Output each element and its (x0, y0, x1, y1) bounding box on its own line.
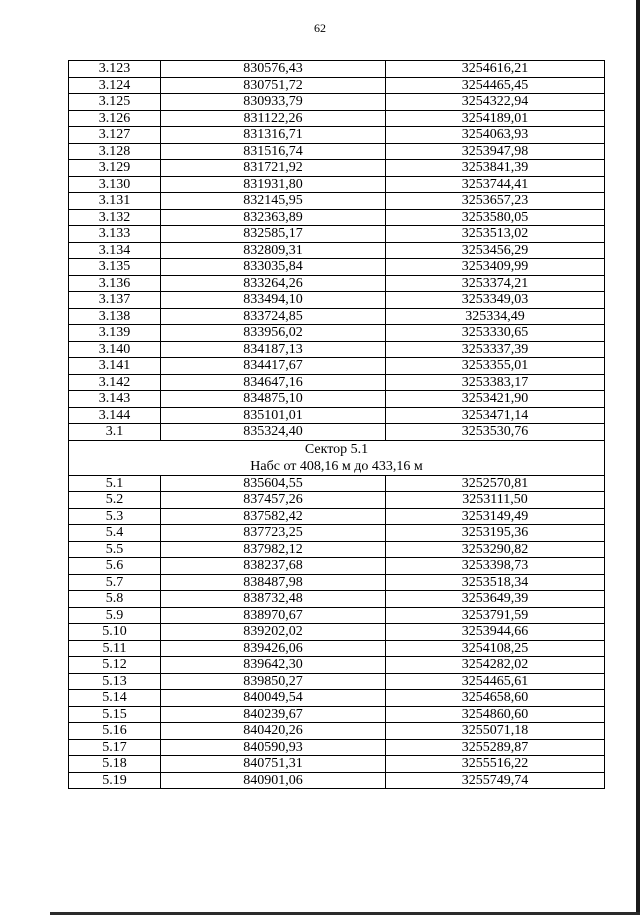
x-coordinate-cell: 833035,84 (161, 259, 386, 276)
y-coordinate-cell: 3253530,76 (386, 424, 605, 441)
x-coordinate-cell: 835604,55 (161, 475, 386, 492)
x-coordinate-cell: 838732,48 (161, 591, 386, 608)
point-number-cell: 3.127 (69, 127, 161, 144)
y-coordinate-cell: 3253149,49 (386, 508, 605, 525)
table-row (69, 127, 605, 144)
x-coordinate-cell: 840590,93 (161, 739, 386, 756)
x-coordinate-cell: 830933,79 (161, 94, 386, 111)
y-coordinate-cell: 3253518,34 (386, 574, 605, 591)
x-coordinate-cell: 840901,06 (161, 772, 386, 789)
point-number-cell: 5.11 (69, 640, 161, 657)
y-coordinate-cell: 3253791,59 (386, 607, 605, 624)
table-row (69, 673, 605, 690)
x-coordinate-cell: 837582,42 (161, 508, 386, 525)
x-coordinate-cell: 839850,27 (161, 673, 386, 690)
table-row (69, 624, 605, 641)
x-coordinate-cell: 840049,54 (161, 690, 386, 707)
y-coordinate-cell: 3254465,45 (386, 77, 605, 94)
x-coordinate-cell: 834187,13 (161, 341, 386, 358)
y-coordinate-cell: 3253841,39 (386, 160, 605, 177)
y-coordinate-cell: 3253471,14 (386, 407, 605, 424)
y-coordinate-cell: 3253337,39 (386, 341, 605, 358)
x-coordinate-cell: 832585,17 (161, 226, 386, 243)
table-row (69, 772, 605, 789)
y-coordinate-cell: 3255289,87 (386, 739, 605, 756)
table-row (69, 723, 605, 740)
table-row (69, 77, 605, 94)
point-number-cell: 3.137 (69, 292, 161, 309)
y-coordinate-cell: 3253355,01 (386, 358, 605, 375)
y-coordinate-cell: 3253944,66 (386, 624, 605, 641)
table-row (69, 640, 605, 657)
table-row (69, 558, 605, 575)
x-coordinate-cell: 838970,67 (161, 607, 386, 624)
x-coordinate-cell: 840420,26 (161, 723, 386, 740)
x-coordinate-cell: 832145,95 (161, 193, 386, 210)
table-row (69, 424, 605, 441)
x-coordinate-cell: 838237,68 (161, 558, 386, 575)
y-coordinate-cell: 3253374,21 (386, 275, 605, 292)
point-number-cell: 5.18 (69, 756, 161, 773)
table-row (69, 756, 605, 773)
coordinates-table (68, 60, 605, 789)
y-coordinate-cell: 3255749,74 (386, 772, 605, 789)
point-number-cell: 3.123 (69, 61, 161, 78)
y-coordinate-cell: 3253398,73 (386, 558, 605, 575)
point-number-cell: 3.132 (69, 209, 161, 226)
x-coordinate-cell: 831316,71 (161, 127, 386, 144)
x-coordinate-cell: 834417,67 (161, 358, 386, 375)
table-row (69, 110, 605, 127)
point-number-cell: 5.12 (69, 657, 161, 674)
table-row (69, 325, 605, 342)
x-coordinate-cell: 833724,85 (161, 308, 386, 325)
point-number-cell: 3.139 (69, 325, 161, 342)
table-row (69, 209, 605, 226)
table-row (69, 374, 605, 391)
table-row (69, 591, 605, 608)
x-coordinate-cell: 831721,92 (161, 160, 386, 177)
point-number-cell: 3.125 (69, 94, 161, 111)
y-coordinate-cell: 3254063,93 (386, 127, 605, 144)
table-row (69, 226, 605, 243)
x-coordinate-cell: 830751,72 (161, 77, 386, 94)
y-coordinate-cell: 3253383,17 (386, 374, 605, 391)
point-number-cell: 5.10 (69, 624, 161, 641)
x-coordinate-cell: 837982,12 (161, 541, 386, 558)
point-number-cell: 5.17 (69, 739, 161, 756)
x-coordinate-cell: 840751,31 (161, 756, 386, 773)
table-row (69, 308, 605, 325)
y-coordinate-cell: 3253195,36 (386, 525, 605, 542)
y-coordinate-cell: 3252570,81 (386, 475, 605, 492)
point-number-cell: 5.14 (69, 690, 161, 707)
x-coordinate-cell: 833956,02 (161, 325, 386, 342)
point-number-cell: 3.144 (69, 407, 161, 424)
page-number: 62 (314, 21, 326, 35)
point-number-cell: 3.131 (69, 193, 161, 210)
x-coordinate-cell: 835101,01 (161, 407, 386, 424)
y-coordinate-cell: 3254465,61 (386, 673, 605, 690)
point-number-cell: 5.8 (69, 591, 161, 608)
section-header (69, 440, 605, 475)
point-number-cell: 3.130 (69, 176, 161, 193)
table-row (69, 407, 605, 424)
y-coordinate-cell: 3253657,23 (386, 193, 605, 210)
point-number-cell: 5.16 (69, 723, 161, 740)
point-number-cell: 5.5 (69, 541, 161, 558)
point-number-cell: 5.2 (69, 492, 161, 509)
table-row (69, 607, 605, 624)
y-coordinate-cell: 3255516,22 (386, 756, 605, 773)
y-coordinate-cell: 3253649,39 (386, 591, 605, 608)
point-number-cell: 3.142 (69, 374, 161, 391)
coordinates-table-body-top (69, 61, 605, 441)
table-row (69, 143, 605, 160)
point-number-cell: 5.3 (69, 508, 161, 525)
table-row (69, 94, 605, 111)
y-coordinate-cell: 325334,49 (386, 308, 605, 325)
y-coordinate-cell: 3254658,60 (386, 690, 605, 707)
table-row (69, 242, 605, 259)
x-coordinate-cell: 830576,43 (161, 61, 386, 78)
x-coordinate-cell: 833264,26 (161, 275, 386, 292)
point-number-cell: 3.124 (69, 77, 161, 94)
x-coordinate-cell: 837457,26 (161, 492, 386, 509)
point-number-cell: 5.7 (69, 574, 161, 591)
table-row (69, 525, 605, 542)
y-coordinate-cell: 3253330,65 (386, 325, 605, 342)
point-number-cell: 5.1 (69, 475, 161, 492)
point-number-cell: 5.6 (69, 558, 161, 575)
table-row (69, 193, 605, 210)
table-row (69, 475, 605, 492)
scan-edge-right (636, 0, 640, 915)
x-coordinate-cell: 839642,30 (161, 657, 386, 674)
x-coordinate-cell: 831516,74 (161, 143, 386, 160)
y-coordinate-cell: 3253409,99 (386, 259, 605, 276)
y-coordinate-cell: 3253947,98 (386, 143, 605, 160)
x-coordinate-cell: 839426,06 (161, 640, 386, 657)
y-coordinate-cell: 3254108,25 (386, 640, 605, 657)
table-row (69, 61, 605, 78)
y-coordinate-cell: 3254189,01 (386, 110, 605, 127)
section-subtitle: Набс от 408,16 м до 433,16 м (69, 458, 605, 476)
x-coordinate-cell: 834875,10 (161, 391, 386, 408)
point-number-cell: 3.138 (69, 308, 161, 325)
point-number-cell: 3.143 (69, 391, 161, 408)
point-number-cell: 3.1 (69, 424, 161, 441)
point-number-cell: 3.135 (69, 259, 161, 276)
point-number-cell: 5.9 (69, 607, 161, 624)
point-number-cell: 5.13 (69, 673, 161, 690)
table-row (69, 508, 605, 525)
table-row (69, 574, 605, 591)
x-coordinate-cell: 832363,89 (161, 209, 386, 226)
y-coordinate-cell: 3254322,94 (386, 94, 605, 111)
point-number-cell: 5.4 (69, 525, 161, 542)
x-coordinate-cell: 840239,67 (161, 706, 386, 723)
y-coordinate-cell: 3253349,03 (386, 292, 605, 309)
table-row (69, 292, 605, 309)
table-row (69, 706, 605, 723)
table-row (69, 391, 605, 408)
point-number-cell: 3.128 (69, 143, 161, 160)
point-number-cell: 5.15 (69, 706, 161, 723)
table-row (69, 259, 605, 276)
point-number-cell: 3.141 (69, 358, 161, 375)
y-coordinate-cell: 3253513,02 (386, 226, 605, 243)
x-coordinate-cell: 834647,16 (161, 374, 386, 391)
point-number-cell: 5.19 (69, 772, 161, 789)
section-title: Сектор 5.1 (69, 440, 605, 458)
y-coordinate-cell: 3253456,29 (386, 242, 605, 259)
point-number-cell: 3.129 (69, 160, 161, 177)
y-coordinate-cell: 3254282,02 (386, 657, 605, 674)
point-number-cell: 3.140 (69, 341, 161, 358)
y-coordinate-cell: 3253111,50 (386, 492, 605, 509)
table-row (69, 341, 605, 358)
y-coordinate-cell: 3254616,21 (386, 61, 605, 78)
table-row (69, 739, 605, 756)
table-row (69, 492, 605, 509)
coordinates-table-body-bottom (69, 475, 605, 789)
y-coordinate-cell: 3253421,90 (386, 391, 605, 408)
section-title-row (69, 440, 605, 458)
x-coordinate-cell: 835324,40 (161, 424, 386, 441)
table-row (69, 690, 605, 707)
y-coordinate-cell: 3255071,18 (386, 723, 605, 740)
x-coordinate-cell: 831931,80 (161, 176, 386, 193)
y-coordinate-cell: 3253744,41 (386, 176, 605, 193)
section-subtitle-row (69, 458, 605, 476)
x-coordinate-cell: 831122,26 (161, 110, 386, 127)
table-row (69, 358, 605, 375)
table-row (69, 541, 605, 558)
y-coordinate-cell: 3253290,82 (386, 541, 605, 558)
table-row (69, 275, 605, 292)
x-coordinate-cell: 833494,10 (161, 292, 386, 309)
x-coordinate-cell: 837723,25 (161, 525, 386, 542)
y-coordinate-cell: 3254860,60 (386, 706, 605, 723)
x-coordinate-cell: 839202,02 (161, 624, 386, 641)
y-coordinate-cell: 3253580,05 (386, 209, 605, 226)
point-number-cell: 3.136 (69, 275, 161, 292)
table-row (69, 176, 605, 193)
point-number-cell: 3.126 (69, 110, 161, 127)
x-coordinate-cell: 832809,31 (161, 242, 386, 259)
table-row (69, 657, 605, 674)
x-coordinate-cell: 838487,98 (161, 574, 386, 591)
point-number-cell: 3.134 (69, 242, 161, 259)
table-row (69, 160, 605, 177)
point-number-cell: 3.133 (69, 226, 161, 243)
